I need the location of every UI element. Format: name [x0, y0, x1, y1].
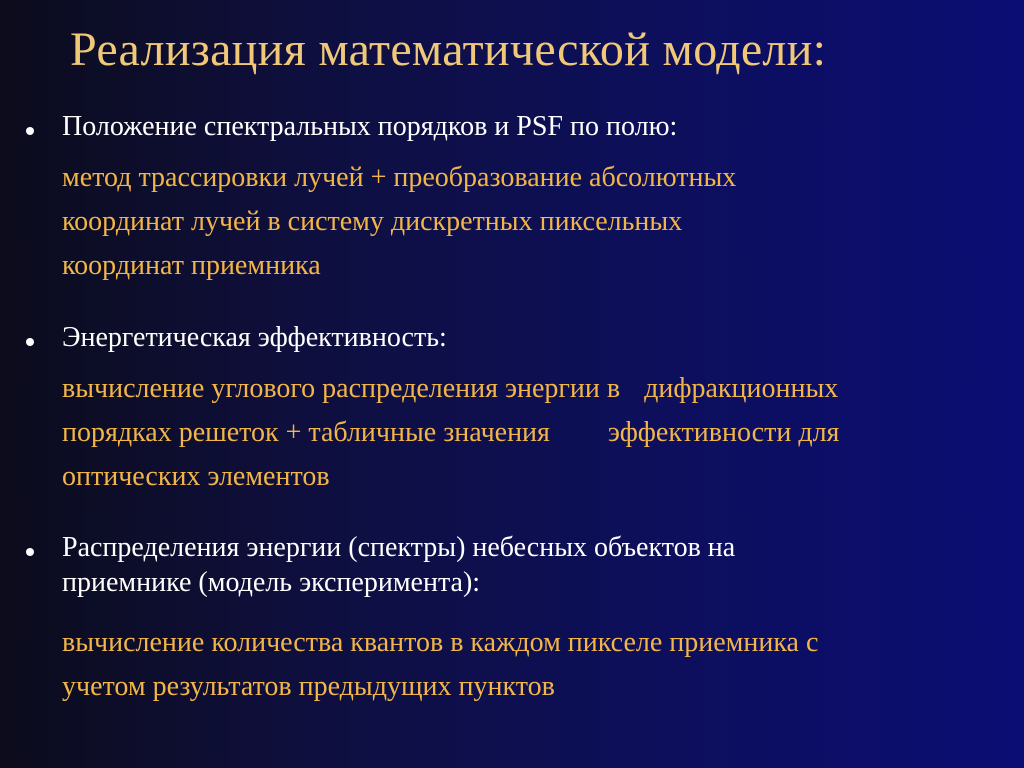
bullet-heading: [62, 530, 735, 600]
bullet-heading: [62, 109, 677, 144]
bullet-heading-line: Энергетическая эффективность:: [62, 322, 447, 353]
bullet-detail-line: координат приемника: [62, 250, 321, 281]
bullet-detail-segment: вычисление углового распределения энергии в: [62, 373, 621, 404]
bullet-detail-line: [62, 411, 839, 455]
bullet-detail-segment: дифракционных: [644, 373, 839, 404]
bullet-dot-icon: [26, 127, 34, 135]
bullet-detail: [62, 367, 839, 499]
bullet-detail-line: метод трассировки лучей + преобразование абсолютных: [62, 162, 737, 193]
bullet-detail-segment: эффективности для: [607, 417, 840, 448]
bullet-detail: [62, 156, 736, 288]
bullet-dot-icon: [26, 548, 34, 556]
bullet-detail-line: [62, 367, 839, 411]
bullet-detail-line: учетом результатов предыдущих пунктов: [62, 671, 555, 702]
bullet-detail-segment: порядках решеток + табличные значения: [62, 417, 550, 448]
bullet-detail-line: вычисление количества квантов в каждом пикселе приемника с: [62, 627, 819, 658]
bullet-detail-line: координат лучей в систему дискретных пиксельных: [62, 206, 683, 237]
bullet-heading-line: Положение спектральных порядков и PSF по полю:: [62, 111, 678, 142]
bullet-heading-line: Распределения энергии (спектры) небесных объектов на: [62, 532, 736, 563]
bullet-detail: [62, 621, 818, 709]
slide-title: Реализация математической модели:: [70, 23, 827, 76]
bullet-dot-icon: [26, 338, 34, 346]
bullet-heading-line: приемнике (модель эксперимента):: [62, 567, 481, 598]
bullet-detail-line: оптических элементов: [62, 461, 330, 492]
bullet-heading: [62, 320, 447, 355]
